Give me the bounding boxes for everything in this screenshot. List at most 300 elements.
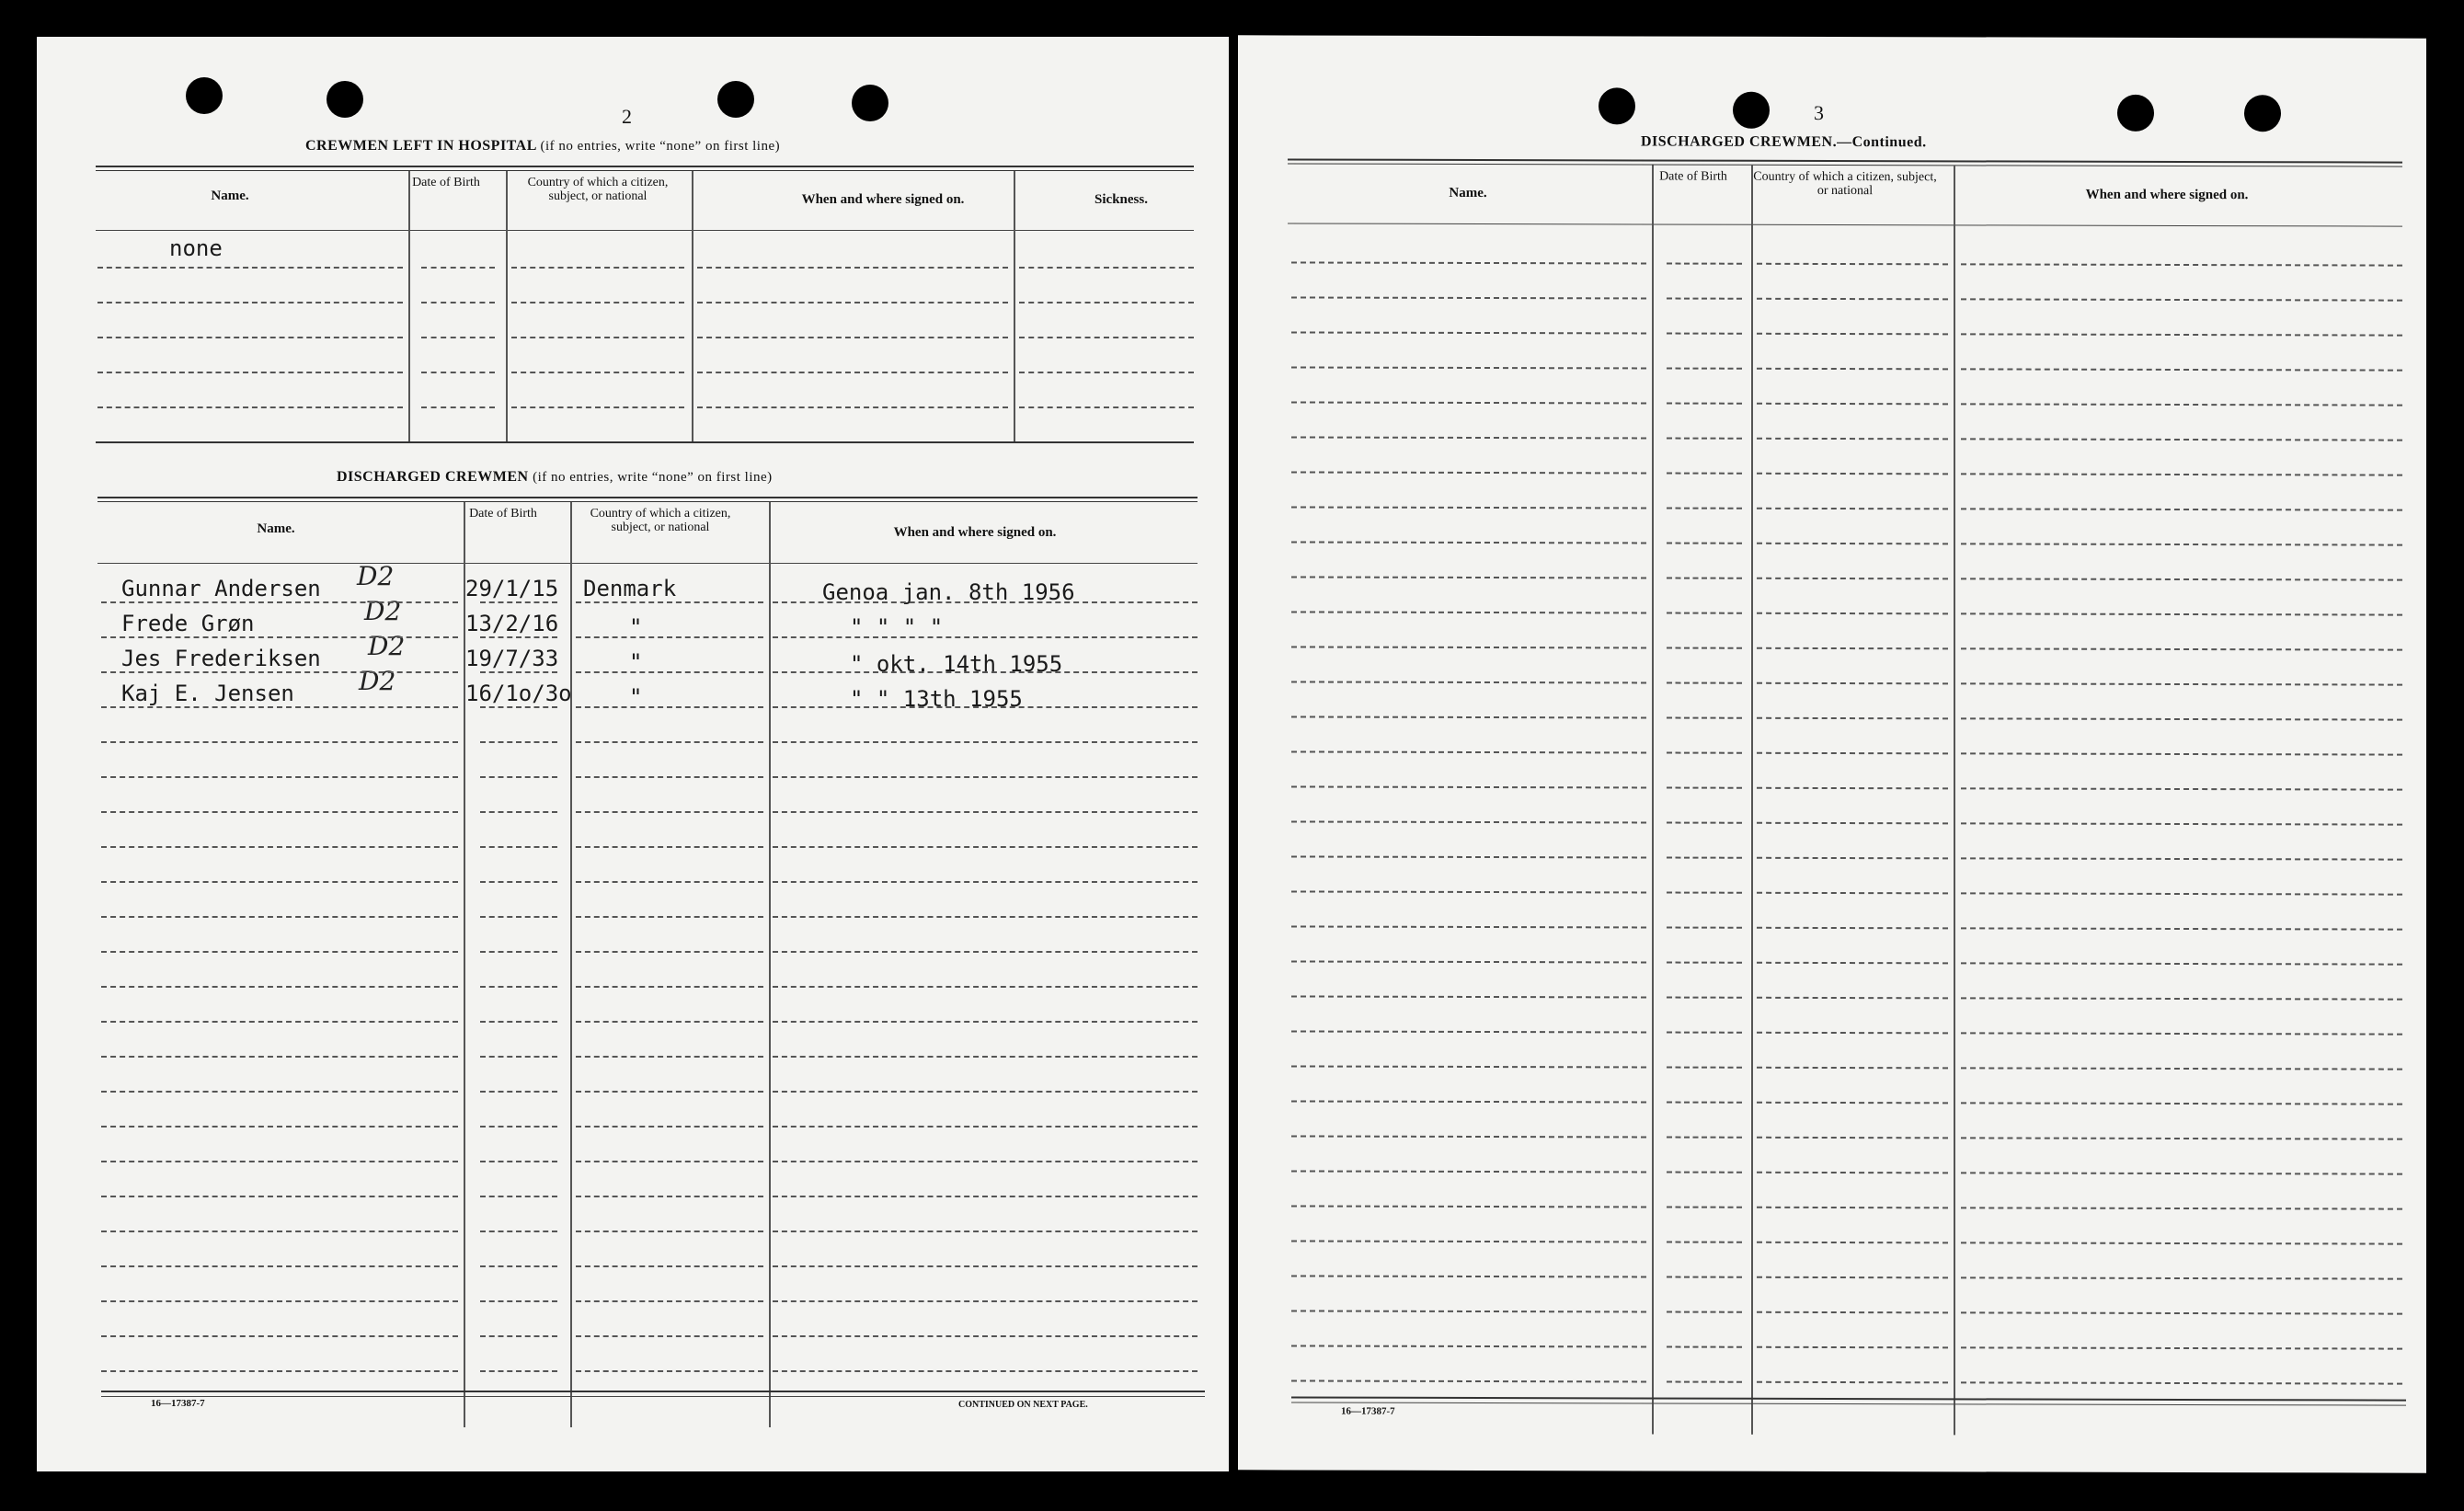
col-divider — [692, 171, 693, 441]
ruled-line — [576, 776, 763, 778]
ruled-line — [1961, 1032, 2402, 1035]
hospital-col-name: Name. — [211, 189, 249, 203]
crewman-dob: 13/2/16 — [465, 611, 559, 636]
ruled-line — [1961, 403, 2402, 406]
ruled-line — [1961, 1172, 2402, 1174]
ruled-line — [480, 671, 557, 673]
ruled-line — [101, 1370, 458, 1372]
ruled-line — [1291, 925, 1646, 928]
ruled-line — [101, 1091, 458, 1093]
ruled-line — [1291, 995, 1646, 998]
ruled-line — [101, 1335, 458, 1337]
ruled-line — [1961, 368, 2402, 371]
ruled-line — [1757, 543, 1948, 545]
ruled-line — [1667, 298, 1742, 300]
ruled-line — [1019, 302, 1194, 303]
ruled-line — [773, 671, 1198, 673]
ruled-line — [1667, 403, 1742, 405]
ruled-line — [773, 1265, 1198, 1267]
discharge-mark: D2 — [357, 561, 395, 591]
ruled-line — [480, 741, 557, 743]
ruled-line — [97, 372, 403, 373]
ruled-line — [480, 706, 557, 708]
crewman-signed: Genoa jan. 8th 1956 — [822, 579, 1075, 605]
ruled-line — [773, 1300, 1198, 1302]
ruled-line — [773, 1126, 1198, 1128]
form-number: 16—17387-7 — [1341, 1405, 1395, 1417]
ruled-line — [1291, 750, 1646, 753]
ruled-line — [101, 1231, 458, 1232]
ruled-line — [1757, 508, 1948, 510]
ruled-line — [576, 881, 763, 883]
ruled-line — [1961, 1276, 2402, 1279]
ruled-line — [576, 1161, 763, 1162]
col-divider — [1652, 165, 1654, 1434]
ruled-line — [576, 671, 763, 673]
ruled-line — [480, 1370, 557, 1372]
hospital-bottom-rule — [96, 441, 1194, 443]
ruled-line — [480, 1335, 557, 1337]
ruled-line — [101, 601, 458, 603]
ruled-line — [1757, 578, 1948, 580]
discharged-top-rule — [97, 497, 1198, 502]
right-bottom-rule — [1291, 1396, 2406, 1401]
discharge-mark: D2 — [359, 666, 396, 696]
ruled-line — [1757, 612, 1948, 615]
ruled-line — [1667, 1172, 1742, 1173]
ruled-line — [1667, 333, 1742, 335]
ruled-line — [1291, 820, 1646, 823]
ruled-line — [1961, 473, 2402, 475]
ruled-line — [1291, 611, 1646, 613]
ruled-line — [1961, 1067, 2402, 1070]
ruled-line — [1757, 263, 1948, 266]
ruled-line — [1961, 438, 2402, 441]
ruled-line — [1291, 890, 1646, 893]
ruled-line — [101, 1300, 458, 1302]
col-divider — [1014, 171, 1015, 441]
ruled-line — [480, 1196, 557, 1197]
ruled-line — [101, 1161, 458, 1162]
ruled-line — [1291, 1310, 1646, 1312]
ruled-line — [101, 776, 458, 778]
ruled-line — [1757, 298, 1948, 301]
ruled-line — [1961, 1381, 2402, 1384]
ruled-line — [1019, 372, 1194, 373]
ruled-line — [1961, 333, 2402, 336]
ruled-line — [1667, 1311, 1742, 1313]
ruled-line — [101, 951, 458, 953]
ruled-line — [576, 1231, 763, 1232]
ruled-line — [480, 1056, 557, 1058]
ruled-line — [480, 776, 557, 778]
ruled-line — [773, 916, 1198, 918]
ruled-line — [101, 811, 458, 813]
ruled-line — [1757, 857, 1948, 860]
ruled-line — [576, 1091, 763, 1093]
ruled-line — [1667, 927, 1742, 929]
ruled-line — [1667, 1381, 1742, 1383]
ruled-line — [1291, 1100, 1646, 1103]
discharge-mark: D2 — [368, 631, 406, 661]
crewman-country: " — [629, 614, 643, 640]
ruled-line — [480, 601, 557, 603]
ruled-line — [1757, 647, 1948, 650]
ruled-line — [773, 636, 1198, 638]
ruled-line — [773, 776, 1198, 778]
ruled-line — [1757, 368, 1948, 371]
ruled-line — [1667, 892, 1742, 894]
discharged-title — [337, 469, 773, 486]
ruled-line — [697, 302, 1008, 303]
ruled-line — [1291, 1379, 1646, 1382]
ruled-line — [1667, 682, 1742, 684]
discharged-col-country: Country of which a citizen, subject, or national — [590, 507, 731, 534]
ruled-line — [1961, 578, 2402, 580]
ruled-line — [1757, 1172, 1948, 1174]
ruled-line — [1667, 997, 1742, 999]
ruled-line — [511, 267, 684, 269]
punch-hole — [852, 85, 888, 121]
ruled-line — [101, 1126, 458, 1128]
crewman-name: Frede Grøn — [121, 611, 255, 636]
ruled-line — [1961, 1207, 2402, 1209]
hospital-col-country: Country of which a citizen, subject, or national — [527, 176, 669, 203]
form-number: 16—17387-7 — [151, 1398, 205, 1409]
ruled-line — [1961, 1137, 2402, 1139]
ruled-line — [1291, 366, 1646, 369]
ruled-line — [421, 337, 495, 338]
punch-hole — [2244, 95, 2281, 132]
ruled-line — [1757, 1032, 1948, 1035]
ruled-line — [1667, 717, 1742, 719]
ruled-line — [1757, 822, 1948, 825]
crewman-dob: 19/7/33 — [465, 646, 559, 671]
right-title: DISCHARGED CREWMEN.—Continued. — [1641, 133, 1927, 151]
ruled-line — [1757, 1207, 1948, 1209]
crewman-country: Denmark — [583, 576, 677, 601]
ruled-line — [773, 706, 1198, 708]
ruled-line — [576, 846, 763, 848]
ruled-line — [101, 1196, 458, 1197]
ruled-line — [1757, 752, 1948, 755]
punch-hole — [1733, 92, 1770, 129]
ruled-line — [1667, 822, 1742, 824]
right-header-rule — [1288, 223, 2402, 226]
ruled-line — [1291, 436, 1646, 439]
ruled-line — [1667, 1032, 1742, 1034]
ruled-line — [1757, 927, 1948, 930]
ruled-line — [1757, 403, 1948, 406]
ruled-line — [480, 1021, 557, 1023]
crewman-signed: " " " " — [850, 614, 944, 640]
ruled-line — [1757, 1137, 1948, 1139]
ruled-line — [576, 811, 763, 813]
ruled-line — [1291, 296, 1646, 299]
ruled-line — [1291, 785, 1646, 788]
ruled-line — [1291, 1205, 1646, 1208]
discharged-col-name: Name. — [257, 521, 295, 536]
ruled-line — [1757, 682, 1948, 685]
hospital-top-rule — [96, 166, 1194, 171]
ruled-line — [773, 846, 1198, 848]
ruled-line — [1757, 717, 1948, 720]
ruled-line — [480, 1300, 557, 1302]
hospital-title-text: CREWMEN LEFT IN HOSPITAL — [305, 138, 537, 154]
ruled-line — [1291, 1240, 1646, 1242]
hospital-entry: none — [169, 235, 223, 261]
ruled-line — [773, 1021, 1198, 1023]
ruled-line — [1667, 543, 1742, 544]
ruled-line — [1757, 1381, 1948, 1384]
ruled-line — [773, 986, 1198, 988]
page-number: 3 — [1814, 100, 1824, 124]
discharged-instruction: (if no entries, write “none” on first line) — [533, 470, 773, 485]
ruled-line — [1961, 263, 2402, 266]
ruled-line — [1291, 1170, 1646, 1173]
ruled-line — [1667, 508, 1742, 509]
right-bottom-rule-thin — [1291, 1402, 2406, 1405]
ruled-line — [1667, 578, 1742, 579]
ruled-line — [480, 636, 557, 638]
ruled-line — [1291, 506, 1646, 509]
ruled-line — [1961, 1311, 2402, 1314]
ruled-line — [1961, 298, 2402, 301]
ruled-line — [480, 916, 557, 918]
ruled-line — [1291, 401, 1646, 404]
ruled-line — [1961, 1242, 2402, 1244]
ruled-line — [421, 372, 495, 373]
ruled-line — [1667, 263, 1742, 265]
ruled-line — [480, 1231, 557, 1232]
ruled-line — [1757, 892, 1948, 895]
hospital-instruction: (if no entries, write “none” on first line) — [540, 139, 781, 154]
ruled-line — [576, 1335, 763, 1337]
discharge-mark: D2 — [364, 596, 402, 626]
ruled-line — [1291, 960, 1646, 963]
ruled-line — [1667, 473, 1742, 475]
ruled-line — [773, 1056, 1198, 1058]
ruled-line — [1291, 471, 1646, 474]
col-divider — [464, 502, 465, 1427]
ruled-line — [1961, 962, 2402, 965]
ruled-line — [480, 881, 557, 883]
ruled-line — [773, 951, 1198, 953]
ruled-line — [1667, 1276, 1742, 1278]
ruled-line — [1961, 1346, 2402, 1349]
ruled-line — [576, 636, 763, 638]
ruled-line — [773, 1370, 1198, 1372]
ruled-line — [576, 951, 763, 953]
right-col-country: Country of which a citizen, subject, or national — [1753, 169, 1937, 198]
col-divider — [570, 502, 572, 1427]
ruled-line — [101, 916, 458, 918]
ruled-line — [576, 1126, 763, 1128]
ruled-line — [480, 1126, 557, 1128]
ruled-line — [1667, 438, 1742, 440]
ruled-line — [1019, 337, 1194, 338]
ruled-line — [576, 1370, 763, 1372]
ruled-line — [1757, 473, 1948, 475]
ruled-line — [1667, 857, 1742, 859]
ruled-line — [101, 1021, 458, 1023]
ruled-line — [480, 1265, 557, 1267]
col-divider — [1954, 166, 1955, 1435]
ruled-line — [511, 337, 684, 338]
ruled-line — [511, 372, 684, 373]
ruled-line — [421, 267, 495, 269]
crewman-dob: 29/1/15 — [465, 576, 559, 601]
ruled-line — [1291, 1135, 1646, 1138]
ruled-line — [576, 986, 763, 988]
ruled-line — [1961, 647, 2402, 650]
right-page — [1238, 35, 2426, 1472]
ruled-line — [1291, 576, 1646, 578]
hospital-col-dob: Date of Birth — [412, 176, 480, 189]
crewman-country: " — [629, 684, 643, 710]
ruled-line — [480, 1091, 557, 1093]
col-divider — [769, 502, 771, 1427]
ruled-line — [101, 706, 458, 708]
ruled-line — [1757, 1102, 1948, 1105]
ruled-line — [576, 1056, 763, 1058]
ruled-line — [101, 846, 458, 848]
hospital-col-sickness: Sickness. — [1094, 192, 1148, 207]
ruled-line — [1961, 857, 2402, 860]
ruled-line — [1667, 1102, 1742, 1104]
ruled-line — [1291, 1345, 1646, 1347]
right-col-signed: When and where signed on. — [2085, 187, 2249, 203]
ruled-line — [1961, 787, 2402, 790]
ruled-line — [697, 337, 1008, 338]
crewman-dob: 16/1o/3o — [465, 681, 572, 706]
right-col-name: Name. — [1449, 185, 1487, 201]
col-divider — [506, 171, 508, 441]
discharged-col-dob: Date of Birth — [469, 507, 537, 521]
ruled-line — [1961, 612, 2402, 615]
ruled-line — [1291, 1065, 1646, 1068]
ruled-line — [1757, 962, 1948, 965]
ruled-line — [1667, 1137, 1742, 1139]
crewman-country: " — [629, 649, 643, 675]
discharged-bottom-rule — [101, 1391, 1205, 1392]
punch-hole — [1599, 87, 1635, 124]
col-divider — [408, 171, 410, 441]
discharged-title-text: DISCHARGED CREWMEN — [337, 469, 529, 485]
ruled-line — [1291, 331, 1646, 334]
ruled-line — [773, 1335, 1198, 1337]
punch-hole — [327, 81, 363, 118]
ruled-line — [1667, 787, 1742, 789]
ruled-line — [1291, 646, 1646, 648]
crewman-name: Jes Frederiksen — [121, 646, 321, 671]
ruled-line — [1291, 681, 1646, 683]
ruled-line — [1961, 927, 2402, 930]
ruled-line — [773, 1091, 1198, 1093]
ruled-line — [1667, 1207, 1742, 1208]
ruled-line — [101, 671, 458, 673]
ruled-line — [101, 636, 458, 638]
ruled-line — [697, 372, 1008, 373]
ruled-line — [1291, 715, 1646, 718]
ruled-line — [101, 1056, 458, 1058]
ruled-line — [1667, 647, 1742, 649]
ruled-line — [480, 986, 557, 988]
ruled-line — [1757, 1276, 1948, 1279]
ruled-line — [773, 811, 1198, 813]
continued-note: CONTINUED ON NEXT PAGE. — [958, 1400, 1088, 1410]
ruled-line — [1667, 752, 1742, 754]
punch-hole — [717, 81, 754, 118]
ruled-line — [421, 406, 495, 408]
ruled-line — [576, 741, 763, 743]
ruled-line — [480, 846, 557, 848]
ruled-line — [697, 406, 1008, 408]
ruled-line — [1757, 997, 1948, 1000]
ruled-line — [1291, 261, 1646, 264]
ruled-line — [480, 1161, 557, 1162]
ruled-line — [101, 986, 458, 988]
ruled-line — [1961, 682, 2402, 685]
ruled-line — [576, 1021, 763, 1023]
ruled-line — [97, 337, 403, 338]
ruled-line — [97, 406, 403, 408]
ruled-line — [576, 706, 763, 708]
hospital-col-signed: When and where signed on. — [801, 192, 965, 207]
ruled-line — [1961, 892, 2402, 895]
ruled-line — [1961, 997, 2402, 1000]
col-divider — [1751, 166, 1753, 1435]
ruled-line — [480, 951, 557, 953]
ruled-line — [1667, 368, 1742, 370]
ruled-line — [1961, 717, 2402, 720]
hospital-header-rule — [96, 230, 1194, 231]
right-col-dob: Date of Birth — [1659, 169, 1727, 184]
ruled-line — [1667, 962, 1742, 964]
punch-hole — [2117, 95, 2154, 132]
ruled-line — [1019, 406, 1194, 408]
ruled-line — [576, 1265, 763, 1267]
ruled-line — [1667, 1067, 1742, 1069]
ruled-line — [511, 406, 684, 408]
ruled-line — [773, 741, 1198, 743]
ruled-line — [1757, 1242, 1948, 1244]
ruled-line — [1667, 612, 1742, 614]
ruled-line — [1757, 1346, 1948, 1349]
ruled-line — [773, 1161, 1198, 1162]
ruled-line — [97, 267, 403, 269]
ruled-line — [1667, 1242, 1742, 1243]
ruled-line — [101, 1265, 458, 1267]
ruled-line — [1961, 752, 2402, 755]
ruled-line — [576, 1196, 763, 1197]
ruled-line — [511, 302, 684, 303]
discharged-bottom-rule-thin — [101, 1396, 1205, 1397]
crewman-signed: " " 13th 1955 — [850, 686, 1023, 712]
ruled-line — [1961, 1102, 2402, 1105]
ruled-line — [1291, 855, 1646, 858]
page-number: 2 — [622, 105, 632, 128]
ruled-line — [773, 1196, 1198, 1197]
ruled-line — [1291, 1275, 1646, 1277]
left-page — [37, 37, 1229, 1471]
ruled-line — [576, 1300, 763, 1302]
right-top-rule — [1288, 158, 2402, 166]
ruled-line — [773, 881, 1198, 883]
ruled-line — [97, 302, 403, 303]
ruled-line — [1757, 1311, 1948, 1314]
ruled-line — [1961, 508, 2402, 510]
